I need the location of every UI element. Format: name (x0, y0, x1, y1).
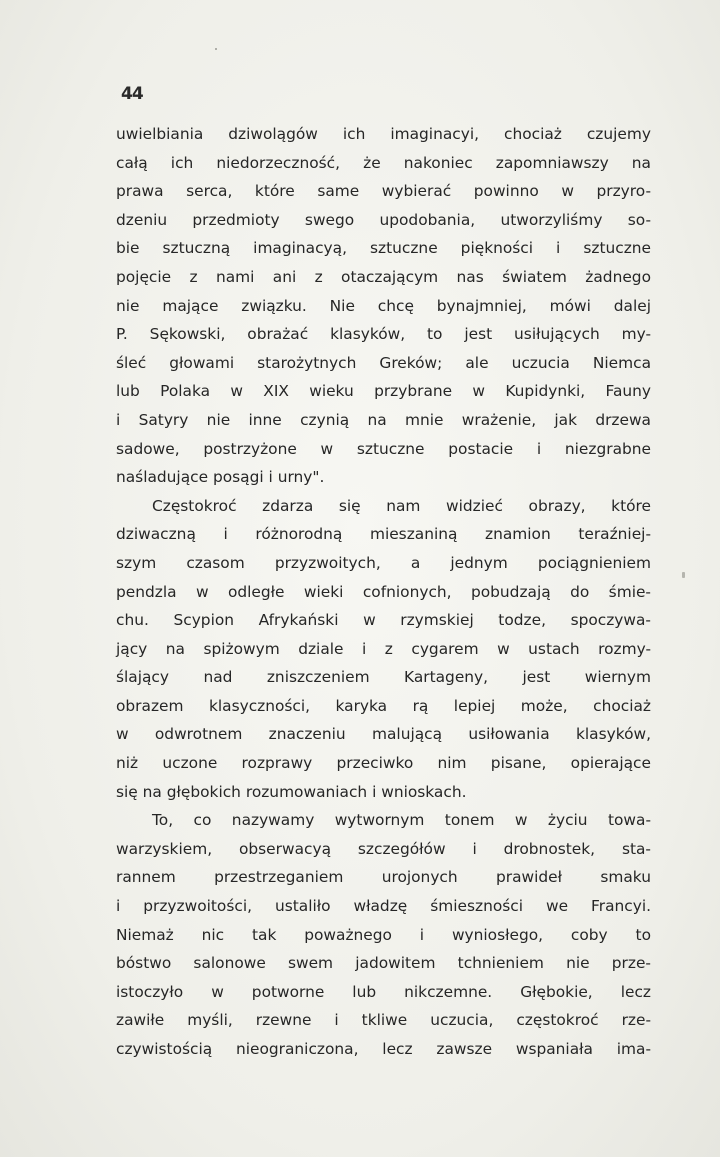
text-line: bóstwo salonowe swem jadowitem tchnieniem nie prze- (116, 954, 651, 973)
text-line: ślający nad zniszczeniem Kartageny, jest wiernym (116, 668, 651, 687)
text-line: uwielbiania dziwolągów ich imaginacyi, chociaż czujemy (116, 125, 651, 143)
text-line: rannem przestrzeganiem urojonych prawideł smaku (116, 868, 651, 887)
text-line: jący na spiżowym dziale i z cygarem w ustach rozmy- (116, 639, 651, 658)
paragraph-3 (116, 806, 651, 1063)
text-line: istoczyło w potworne lub nikczemne. Głębokie, lecz (116, 982, 651, 1001)
text-line: Niemaż nic tak poważnego i wyniosłego, coby to (116, 925, 651, 944)
text-line: się na głębokich rozumowaniach i wnioskach. (116, 782, 467, 801)
text-line: lub Polaka w XIX wieku przybrane w Kupidynki, Fauny (116, 382, 651, 401)
text-line: warzyskiem, obserwacyą szczegółów i drobnostek, sta- (116, 839, 651, 858)
text-line: obrazem klasyczności, karyka rą lepiej może, chociaż (116, 696, 651, 715)
text-line: czywistością nieograniczona, lecz zawsze wspaniała ima- (116, 1040, 651, 1058)
text-line: śleć głowami starożytnych Greków; ale uczucia Niemca (116, 353, 651, 372)
text-line: i Satyry nie inne czynią na mnie wrażenie, jak drzewa (116, 410, 651, 429)
text-line: dziwaczną i różnorodną mieszaniną znamion teraźniej- (116, 525, 651, 544)
paragraph-1 (116, 120, 651, 492)
text-line: zawiłe myśli, rzewne i tkliwe uczucia, częstokroć rze- (116, 1011, 651, 1030)
text-line: sadowe, postrzyżone w sztuczne postacie i niezgrabne (116, 439, 651, 458)
text-line: pojęcie z nami ani z otaczającym nas światem żadnego (116, 267, 651, 286)
text-line: pendzla w odległe wieki cofnionych, pobudzają do śmie- (116, 582, 651, 601)
text-line: To, co nazywamy wytwornym tonem w życiu towa- (152, 811, 651, 830)
text-line: szym czasom przyzwoitych, a jednym pociągnieniem (116, 553, 651, 572)
text-line: całą ich niedorzeczność, że nakoniec zapomniawszy na (116, 153, 651, 172)
text-line: Częstokroć zdarza się nam widzieć obrazy, które (152, 496, 651, 515)
text-line: prawa serca, które same wybierać powinno w przyro- (116, 182, 651, 201)
body-text (116, 120, 651, 1064)
text-line: bie sztuczną imaginacyą, sztuczne piękności i sztuczne (116, 239, 651, 258)
text-line: dzeniu przedmioty swego upodobania, utworzyliśmy so- (116, 210, 651, 229)
page-number: 44 (121, 84, 143, 104)
paragraph-2 (116, 492, 651, 807)
text-line: P. Sękowski, obrażać klasyków, to jest usiłujących my- (116, 325, 651, 344)
text-line: chu. Scypion Afrykański w rzymskiej todze, spoczywa- (116, 611, 651, 630)
paper-speck (215, 48, 217, 50)
text-line: i przyzwoitości, ustaliło władzę śmieszności we Francyi. (116, 897, 651, 916)
text-line: niż uczone rozprawy przeciwko nim pisane, opierające (116, 754, 651, 773)
text-line: w odwrotnem znaczeniu malującą usiłowania klasyków, (116, 725, 651, 744)
paper-speck (682, 572, 685, 578)
text-line: naśladujące posągi i urny". (116, 468, 325, 487)
text-line: nie mające związku. Nie chcę bynajmniej, mówi dalej (116, 296, 651, 315)
